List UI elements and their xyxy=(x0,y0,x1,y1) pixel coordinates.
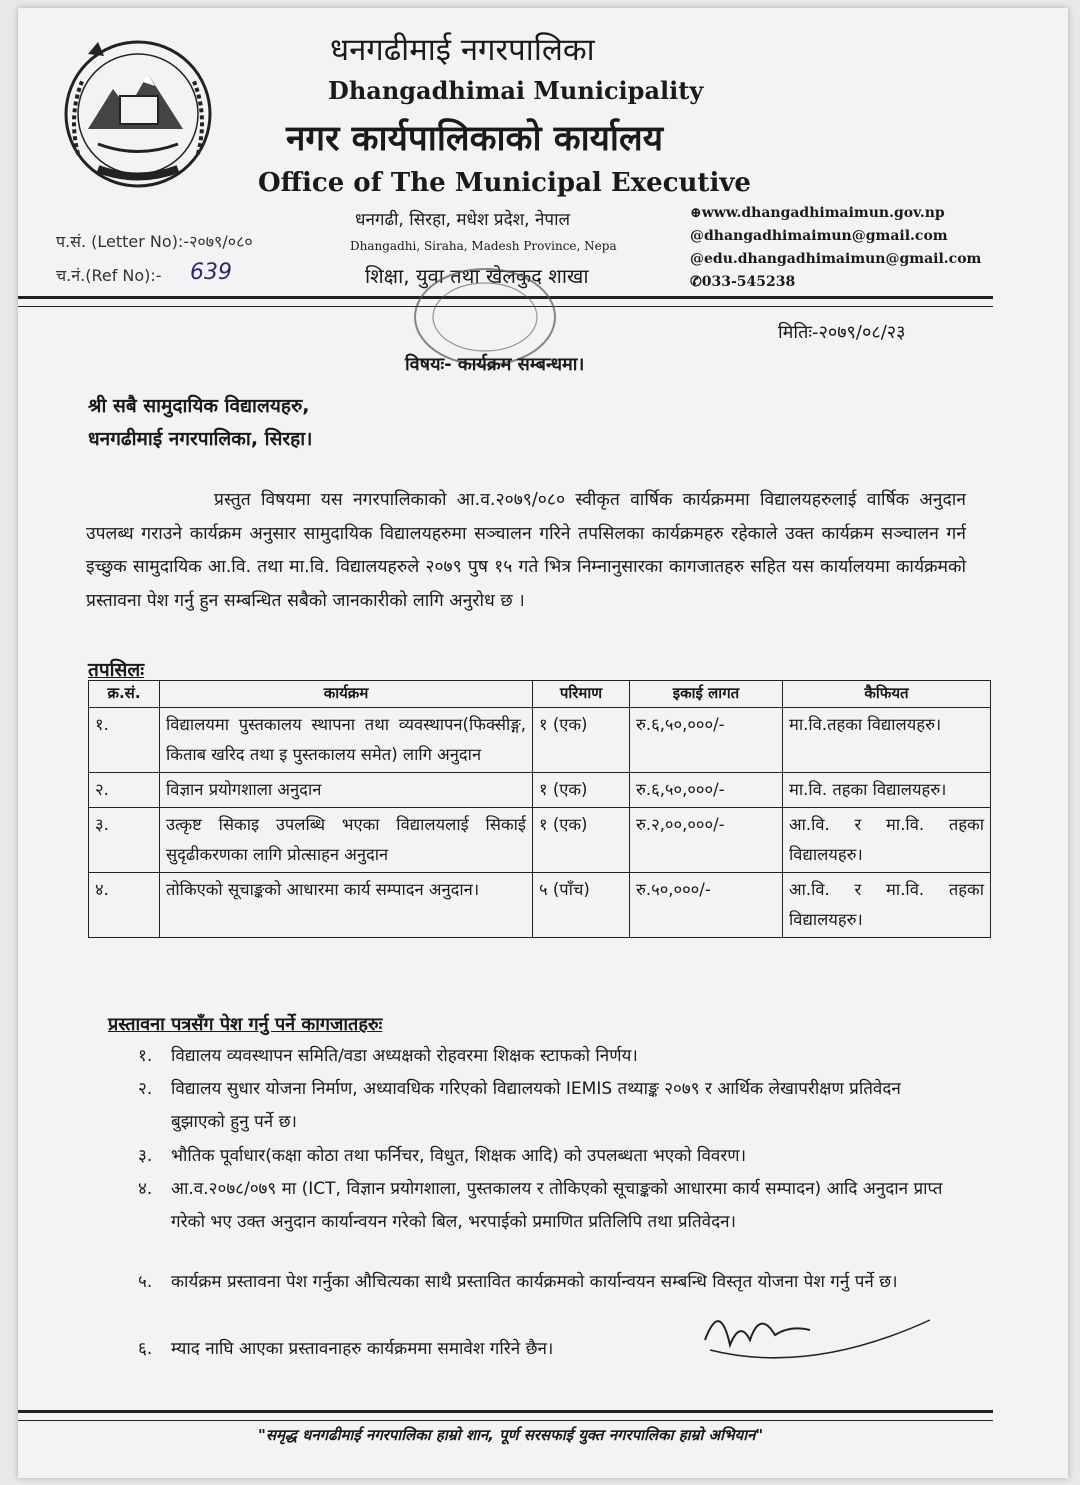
col-header-unit-cost: इकाई लागत xyxy=(630,681,783,708)
table-header-row xyxy=(89,681,991,708)
body-text: प्रस्तुत विषयमा यस नगरपालिकाको आ.व.२०७९/०८० स्वीकृत वार्षिक कार्यक्रममा विद्यालयहरुलाई वार्षिक अनुदान उपलब्ध गराउने कार्यक्रम अनुसार सामुदायिक विद्यालयहरुमा सञ्चालन गरिने तपसिलका कार्यक्रमहरु रहेकाले उक्त कार्यक्रम सञ्चालन गर्न इच्छुक सामुदायिक आ.वि. तथा मा.वि. विद्यालयहरुले २०७९ पुष १५ गते भित्र निम्नानुसारका कागजातहरु सहित यस कार्यालयमा कार्यक्रमको प्रस्तावना पेश गर्नु हुन सम्बन्धित सबैको जानकारीको लागि अनुरोध छ । xyxy=(86,490,966,611)
cell-quantity: १ (एक) xyxy=(533,708,630,773)
list-item-text: विद्यालय व्यवस्थापन समिति/वडा अध्यक्षको रोहवरमा शिक्षक स्टाफको निर्णय। xyxy=(171,1046,638,1066)
letter-number: प.सं. (Letter No):-२०७९/०८० xyxy=(56,232,253,251)
footer-motto: "समृद्ध धनगढीमाई नगरपालिका हाम्रो शान, पूर्ण सरसफाई युक्त नगरपालिका हाम्रो अभियान" xyxy=(258,1426,764,1444)
list-item xyxy=(138,1040,958,1073)
list-item xyxy=(138,1173,958,1239)
footer-rule xyxy=(18,1410,993,1413)
col-header-sn: क्र.सं. xyxy=(89,681,160,708)
email-icon: @ xyxy=(690,228,704,244)
cell-remarks: मा.वि.तहका विद्यालयहरु। xyxy=(783,708,991,773)
documents-heading: प्रस्तावना पत्रसँग पेश गर्नु पर्ने कागजातहरुः xyxy=(108,1014,383,1035)
list-item-number: १. xyxy=(138,1046,153,1066)
table-row xyxy=(89,808,991,873)
ref-number-label: च.नं.(Ref No):- xyxy=(56,266,162,285)
office-name-np: नगर कार्यपालिकाको कार्यालय xyxy=(286,119,664,159)
body-paragraph xyxy=(86,484,966,618)
col-header-quantity: परिमाण xyxy=(533,681,630,708)
cell-remarks: मा.वि. तहका विद्यालयहरु। xyxy=(783,773,991,808)
addressee-line-2: धनगढीमाई नगरपालिका, सिरहा। xyxy=(88,428,313,450)
office-name-en: Office of The Municipal Executive xyxy=(258,168,751,198)
cell-program: तोकिएको सूचाङ्कको आधारमा कार्य सम्पादन अनुदान। xyxy=(160,873,533,938)
phone-icon: ✆ xyxy=(690,274,702,290)
footer-rule-thin xyxy=(18,1420,993,1421)
program-table xyxy=(88,680,991,938)
list-item-number: २. xyxy=(138,1079,153,1099)
cell-sn: १. xyxy=(89,708,160,773)
list-item-number: ५. xyxy=(138,1272,153,1292)
list-item-text: भौतिक पूर्वाधार(कक्षा कोठा तथा फर्निचर, विधुत, शिक्षक आदि) को उपलब्धता भएको विवरण। xyxy=(171,1146,747,1166)
list-item-text: आ.व.२०७८/०७९ मा (ICT, विज्ञान प्रयोगशाला, पुस्तकालय र तोकिएको सूचाङ्कको आधारमा कार्य सम्पादन) आदि अनुदान प्राप्त गरेको भए उक्त अनुदान कार्यान्वयन गरेको बिल, भरपाईको प्रमाणित प्रतिलिपि तथा प्रतिवेदन। xyxy=(171,1179,943,1232)
email-link-2[interactable]: edu.dhangadhimaimun@gmail.com xyxy=(704,251,982,267)
website-line xyxy=(690,205,945,221)
cell-unit-cost: रु.६,५०,०००/- xyxy=(630,773,783,808)
email-link-1[interactable]: dhangadhimaimun@gmail.com xyxy=(704,228,948,244)
email-line-1 xyxy=(690,228,948,244)
cell-sn: ३. xyxy=(89,808,160,873)
cell-sn: २. xyxy=(89,773,160,808)
list-item-text: कार्यक्रम प्रस्तावना पेश गर्नुका औचित्यका साथै प्रस्तावित कार्यक्रमको कार्यान्वयन सम्बन्धि विस्तृत योजना पेश गर्नु पर्ने छ। xyxy=(171,1272,898,1292)
table-row xyxy=(89,873,991,938)
cell-unit-cost: रु.६,५०,०००/- xyxy=(630,708,783,773)
cell-program: विद्यालयमा पुस्तकालय स्थापना तथा व्यवस्थापन(फिक्सीङ्ग, किताब खरिद तथा इ पुस्तकालय समेत) लागि अनुदान xyxy=(160,708,533,773)
cell-quantity: ५ (पाँच) xyxy=(533,873,630,938)
section-name: शिक्षा, युवा तथा खेलकुद शाखा xyxy=(365,264,589,288)
schedule-label: तपसिलः xyxy=(88,659,145,681)
signature-icon xyxy=(690,1280,960,1400)
col-header-program: कार्यक्रम xyxy=(160,681,533,708)
cell-program: उत्कृष्ट सिकाइ उपलब्धि भएका विद्यालयलाई सिकाई सुदृढीकरणका लागि प्रोत्साहन अनुदान xyxy=(160,808,533,873)
list-item-number: ६. xyxy=(138,1339,153,1359)
col-header-remarks: कैफियत xyxy=(783,681,991,708)
website-link[interactable]: www.dhangadhimaimun.gov.np xyxy=(701,205,945,221)
municipality-name-en: Dhangadhimai Municipality xyxy=(328,76,704,105)
email-icon: @ xyxy=(690,251,704,267)
municipality-name-np: धनगढीमाई नगरपालिका xyxy=(330,32,595,68)
phone-line xyxy=(690,274,795,290)
letter-date: मितिः-२०७९/०८/२३ xyxy=(778,322,906,343)
cell-program: विज्ञान प्रयोगशाला अनुदान xyxy=(160,773,533,808)
list-item xyxy=(138,1140,958,1173)
address-np: धनगढी, सिरहा, मधेश प्रदेश, नेपाल xyxy=(355,210,571,230)
table-row xyxy=(89,708,991,773)
globe-icon: ⊕ xyxy=(690,205,702,221)
cell-quantity: १ (एक) xyxy=(533,808,630,873)
cell-unit-cost: रु.५०,०००/- xyxy=(630,873,783,938)
ref-number-handwritten: 639 xyxy=(190,260,232,285)
table-row xyxy=(89,773,991,808)
letter-subject: विषयः- कार्यक्रम सम्बन्धमा। xyxy=(405,354,585,375)
list-item-text: विद्यालय सुधार योजना निर्माण, अध्यावधिक गरिएको विद्यालयको IEMIS तथ्याङ्क २०७९ र आर्थिक लेखापरीक्षण प्रतिवेदन बुझाएको हुनु पर्ने छ। xyxy=(171,1079,901,1132)
address-en: Dhangadhi, Siraha, Madesh Province, Nepa xyxy=(350,239,617,253)
cell-remarks: आ.वि. र मा.वि. तहका विद्यालयहरु। xyxy=(783,808,991,873)
list-item-number: ४. xyxy=(138,1179,153,1199)
list-item xyxy=(138,1073,958,1139)
addressee-line-1: श्री सबै सामुदायिक विद्यालयहरु, xyxy=(88,395,310,417)
email-line-2 xyxy=(690,251,981,267)
cell-unit-cost: रु.२,००,०००/- xyxy=(630,808,783,873)
list-item-number: ३. xyxy=(138,1146,153,1166)
cell-quantity: १ (एक) xyxy=(533,773,630,808)
municipality-emblem-icon xyxy=(58,34,218,194)
cell-remarks: आ.वि. र मा.वि. तहका विद्यालयहरु। xyxy=(783,873,991,938)
list-item-text: म्याद नाघि आएका प्रस्तावनाहरु कार्यक्रममा समावेश गरिने छैन। xyxy=(171,1339,554,1359)
phone-number: 033-545238 xyxy=(701,274,796,290)
cell-sn: ४. xyxy=(89,873,160,938)
